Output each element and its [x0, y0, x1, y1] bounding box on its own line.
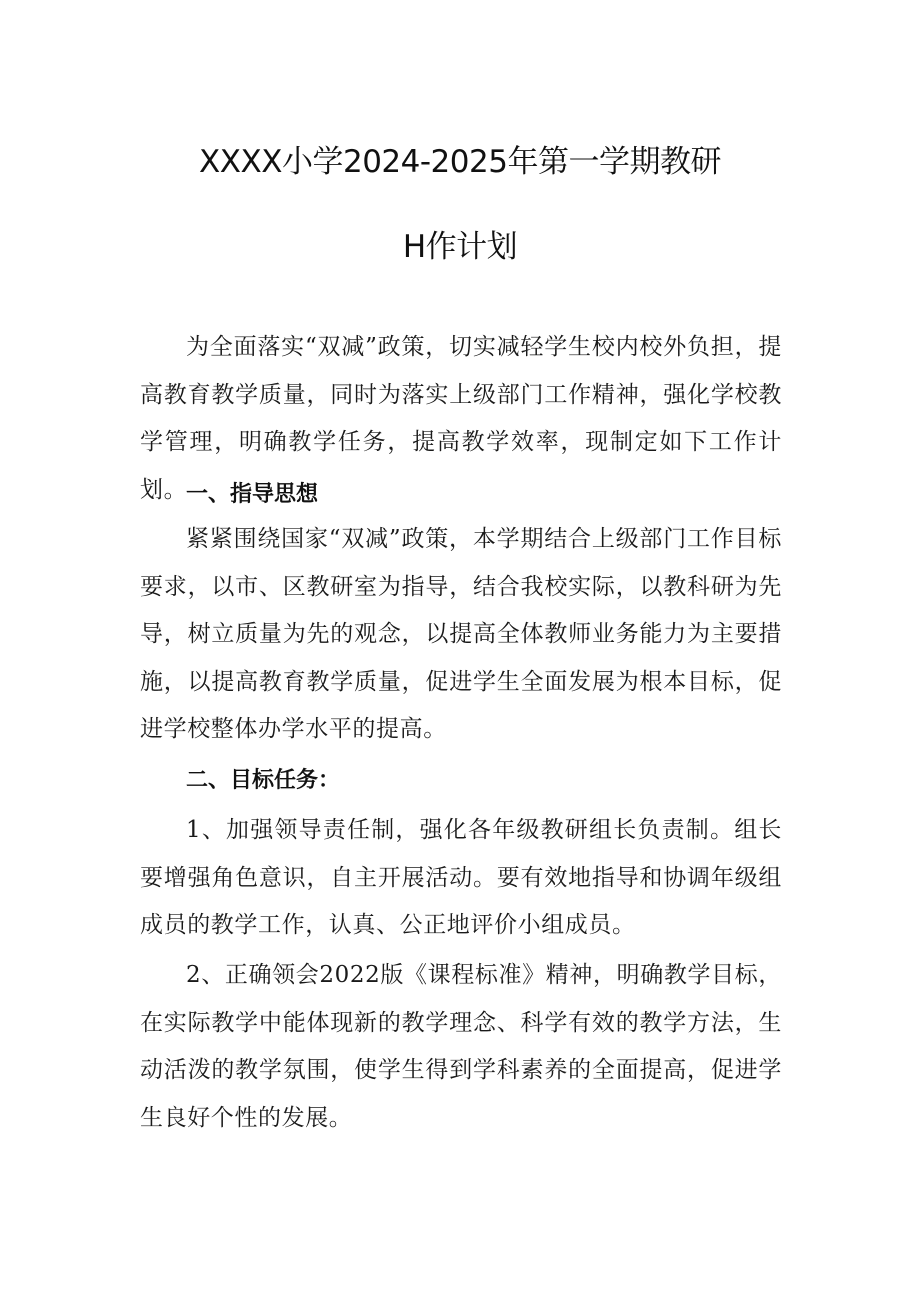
document-title-line-1: XXXX小学2024-2025年第一学期教研 — [199, 144, 721, 180]
section-heading-guiding-ideology: 一、指导思想 — [186, 482, 319, 507]
guiding-ideology-paragraph: 紧紧围绕国家“双减”政策，本学期结合上级部门工作目标要求，以市、区教研室为指导，结合我校实际，以教科研为先导，树立质量为先的观念，以提高全体教师业务能力为主要措施，以提高教育教学质量，促进学生全面发展为根本目标，促进学校整体办学水平的提高。 — [140, 526, 782, 742]
document-title-line-2: H作计划 — [402, 229, 518, 265]
section-heading-goals-tasks: 二、目标任务： — [186, 768, 341, 793]
task-item-2: 2、正确领会2022版《课程标准》精神，明确教学目标，在实际教学中能体现新的教学理念、科学有效的教学方法，生动活泼的教学氛围，使学生得到学科素养的全面提高，促进学生良好个性的发展。 — [140, 962, 782, 1131]
task-item-1: 1、加强领导责任制，强化各年级教研组长负责制。组长要增强角色意识，自主开展活动。要有效地指导和协调年级组成员的教学工作，认真、公正地评价小组成员。 — [140, 817, 782, 938]
intro-paragraph: 为全面落实“双减”政策，切实减轻学生校内校外负担，提高教育教学质量，同时为落实上级部门工作精神，强化学校教学管理，明确教学任务，提高教学效率，现制定如下工作计划。 — [140, 334, 782, 503]
